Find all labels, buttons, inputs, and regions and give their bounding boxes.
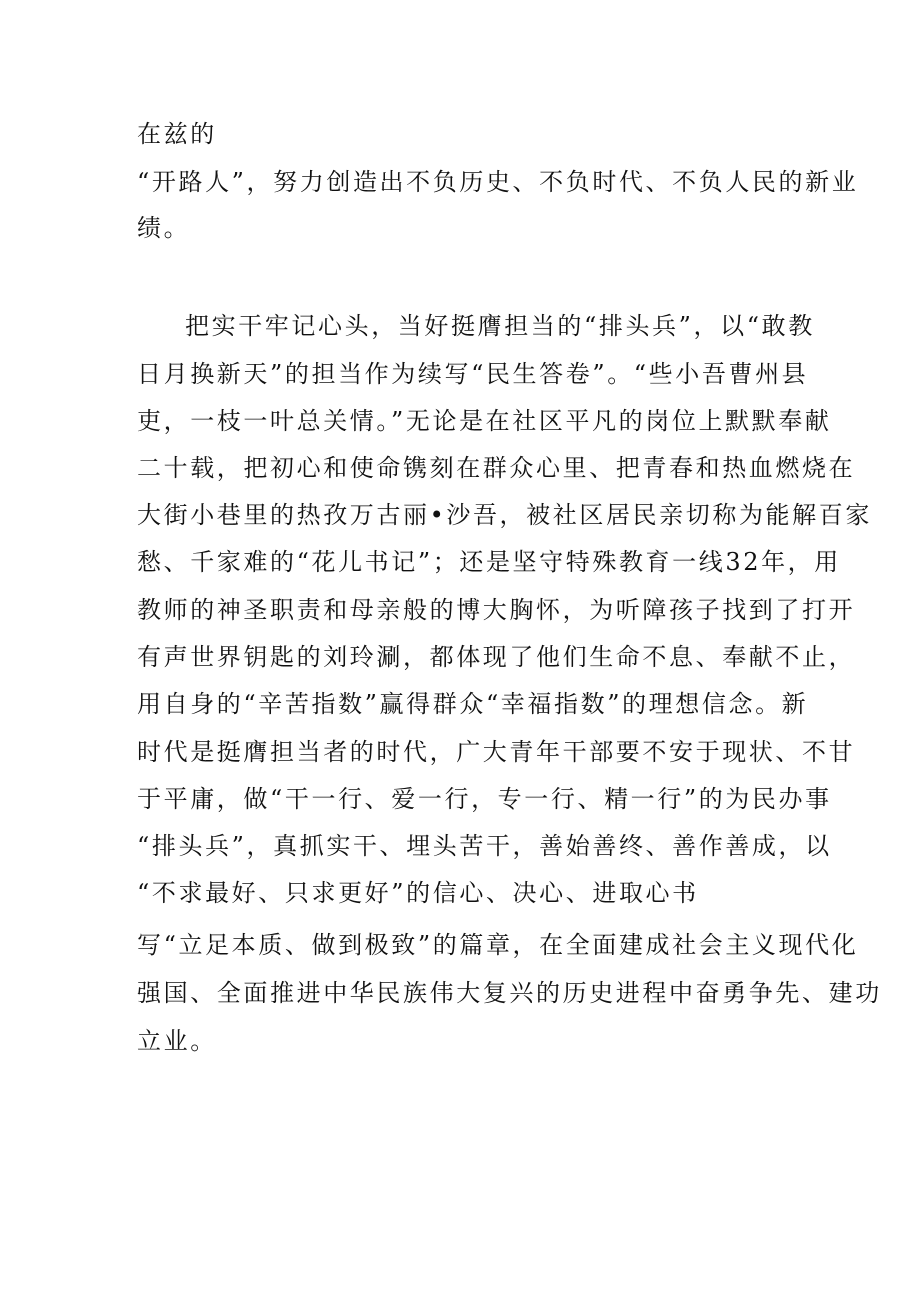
- text-line: 强国、全面推进中华民族伟大复兴的历史进程中奋勇争先、建功: [137, 979, 882, 1007]
- text-line: “排头兵”，真抓实干、埋头苦干，善始善终、善作善成，以: [137, 832, 832, 860]
- text-line: 用自身的“辛苦指数”赢得群众“幸福指数”的理想信念。新: [137, 690, 809, 718]
- text-line: 愁、千家难的“花儿书记”；还是坚守特殊教育一线32年，用: [137, 548, 841, 576]
- text-line: 时代是挺膺担当者的时代，广大青年干部要不安于现状、不甘: [137, 738, 856, 766]
- text-line: 有声世界钥匙的刘玲涮，都体现了他们生命不息、奉献不止，: [137, 643, 856, 671]
- text-line: 在兹的: [137, 120, 217, 148]
- text-line: 立业。: [137, 1027, 217, 1055]
- text-line: 绩。: [137, 214, 191, 242]
- text-line: 教师的神圣职责和母亲般的博大胸怀，为听障孩子找到了打开: [137, 596, 856, 624]
- text-line: 大街小巷里的热孜万古丽•沙吾，被社区居民亲切称为能解百家: [137, 501, 872, 529]
- text-line: 于平庸，做“干一行、爱一行，专一行、精一行”的为民办事: [137, 785, 832, 813]
- text-line: “开路人”，努力创造出不负历史、不负时代、不负人民的新业: [137, 168, 859, 196]
- text-line: 把实干牢记心头，当好挺膺担当的“排头兵”，以“敢教: [185, 312, 815, 340]
- text-line: 吏，一枝一叶总关情。”无论是在社区平凡的岗位上默默奉献: [137, 407, 832, 435]
- text-line: 二十载，把初心和使命镌刻在群众心里、把青春和热血燃烧在: [137, 454, 856, 482]
- text-line: “不求最好、只求更好”的信心、决心、进取心书: [137, 879, 699, 907]
- text-line: 写“立足本质、做到极致”的篇章，在全面建成社会主义现代化: [137, 931, 859, 959]
- text-line: 日月换新天”的担当作为续写“民生答卷”。“些小吾曹州县: [137, 360, 809, 388]
